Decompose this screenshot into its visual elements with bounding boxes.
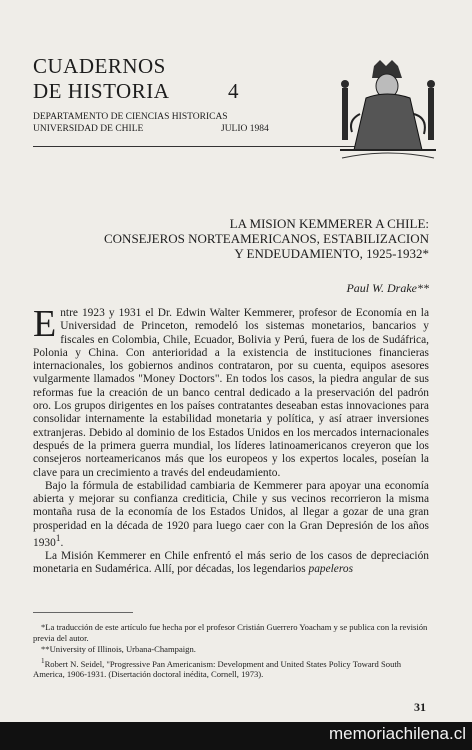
- article-title-line1: LA MISION KEMMERER A CHILE:: [229, 216, 429, 231]
- footnotes: [33, 622, 429, 680]
- paragraph-2-text: Bajo la fórmula de estabilidad cambiaria de Kemmerer para apoyar una economía abierta y mejorar su confianza crediticia, Chile y sus vecinos recorrieron la misma montaña rusa de la economía de los Estados Unidos, al llegar a gozar de una gran prosperidad en la década de 1920 para luego caer con la Gran Depresión de los años 1930: [33, 479, 429, 549]
- journal-title: [33, 54, 169, 104]
- watermark-text: memoriachilena.cl: [329, 724, 466, 743]
- article-author: Paul W. Drake**: [346, 281, 429, 295]
- watermark-bar: [0, 722, 472, 750]
- drop-cap: E: [33, 303, 57, 345]
- footnote-translation: *La traducción de este artículo fue hecha por el profesor Cristián Guerrero Yoacham y se publica con la revisión previa del autor.: [33, 622, 428, 643]
- article-body: [33, 303, 429, 577]
- university-name: UNIVERSIDAD DE CHILE: [33, 124, 144, 134]
- paragraph-3: [33, 550, 429, 577]
- paragraph-1-text: ntre 1923 y 1931 el Dr. Edwin Walter Kemmerer, profesor de Economía en la Universidad de Princeton, remodeló los sistemas monetarios, bancarios y fiscales en Colombia, Chile, Ecuador, Bolivia y Perú, fuera de los de Sudáfrica, Polonia y China. Con anterioridad a la existencia de instituciones financieras internacionales, los gobiernos andinos contrataron, por su cuenta, equipos asesores vulgarmente llamados "Money Doctors". En todos los casos, la piedra angular de sus reformas fue la creación de un banco central dedicado a la preservación del padrón oro. Los grupos dirigentes en los países contratantes deseaban estas innovaciones para consolidar internamente la estabilidad monetaria y política, y así atraer inversiones extranjeras. Debido al dominio de los Estados Unidos en los mercados internacionales después de la primera guerra mundial, los líderes latinoamericanos creyeron que los consejeros norteamericanos más que los europeos y los expertos locales, poseían la clave para un crecimiento a través del endeudamiento.: [33, 307, 429, 479]
- footnote-1: [33, 656, 429, 680]
- journal-title-line2: DE HISTORIA: [33, 79, 170, 103]
- article-title: [104, 216, 429, 261]
- footnote-ref-1: 1: [55, 534, 61, 545]
- paragraph-2: Bajo la fórmula de estabilidad cambiaria de Kemmerer para apoyar una economía abierta y mejorar su confianza crediticia, Chile y sus vecinos recorrieron la misma montaña rusa de la economía de los Estados Unidos, al llegar a gozar de una gran prosperidad en la década de 1920 para luego caer con la Gran Depresión de los años 1930$^1$.: [33, 479, 429, 549]
- crowned-figure-emblem-icon: [338, 58, 438, 170]
- department-name: DEPARTAMENTO DE CIENCIAS HISTORICAS: [33, 112, 228, 122]
- header-rule: [33, 146, 355, 147]
- footnote-rule: [33, 612, 133, 613]
- department-block: [33, 111, 269, 135]
- page-number: 31: [414, 700, 426, 714]
- article-title-line2: CONSEJEROS NORTEAMERICANOS, ESTABILIZACION: [104, 231, 429, 246]
- issue-number: 4: [228, 79, 239, 103]
- paragraph-3-italic: papeleros: [308, 563, 353, 576]
- article-title-line3: Y ENDEUDAMIENTO, 1925-1932*: [234, 246, 429, 261]
- issue-date: JULIO 1984: [221, 124, 269, 134]
- footnote-1-mark: 1: [41, 656, 45, 665]
- paragraph-1: [33, 303, 429, 480]
- footnote-1-text: Robert N. Seidel, "Progressive Pan Americanism: Development and United States Policy Toward South America, 1906-1931. (Disertación doctoral inédita, Cornell, 1973).: [33, 658, 402, 679]
- paragraph-3-text: La Misión Kemmerer en Chile enfrentó el más serio de los casos de depreciación monetaria en Sudamérica. Allí, por décadas, los legendarios: [33, 550, 429, 576]
- footnote-affiliation: **University of Illinois, Urbana-Champaign.: [41, 644, 196, 654]
- journal-title-line1: CUADERNOS: [33, 54, 166, 78]
